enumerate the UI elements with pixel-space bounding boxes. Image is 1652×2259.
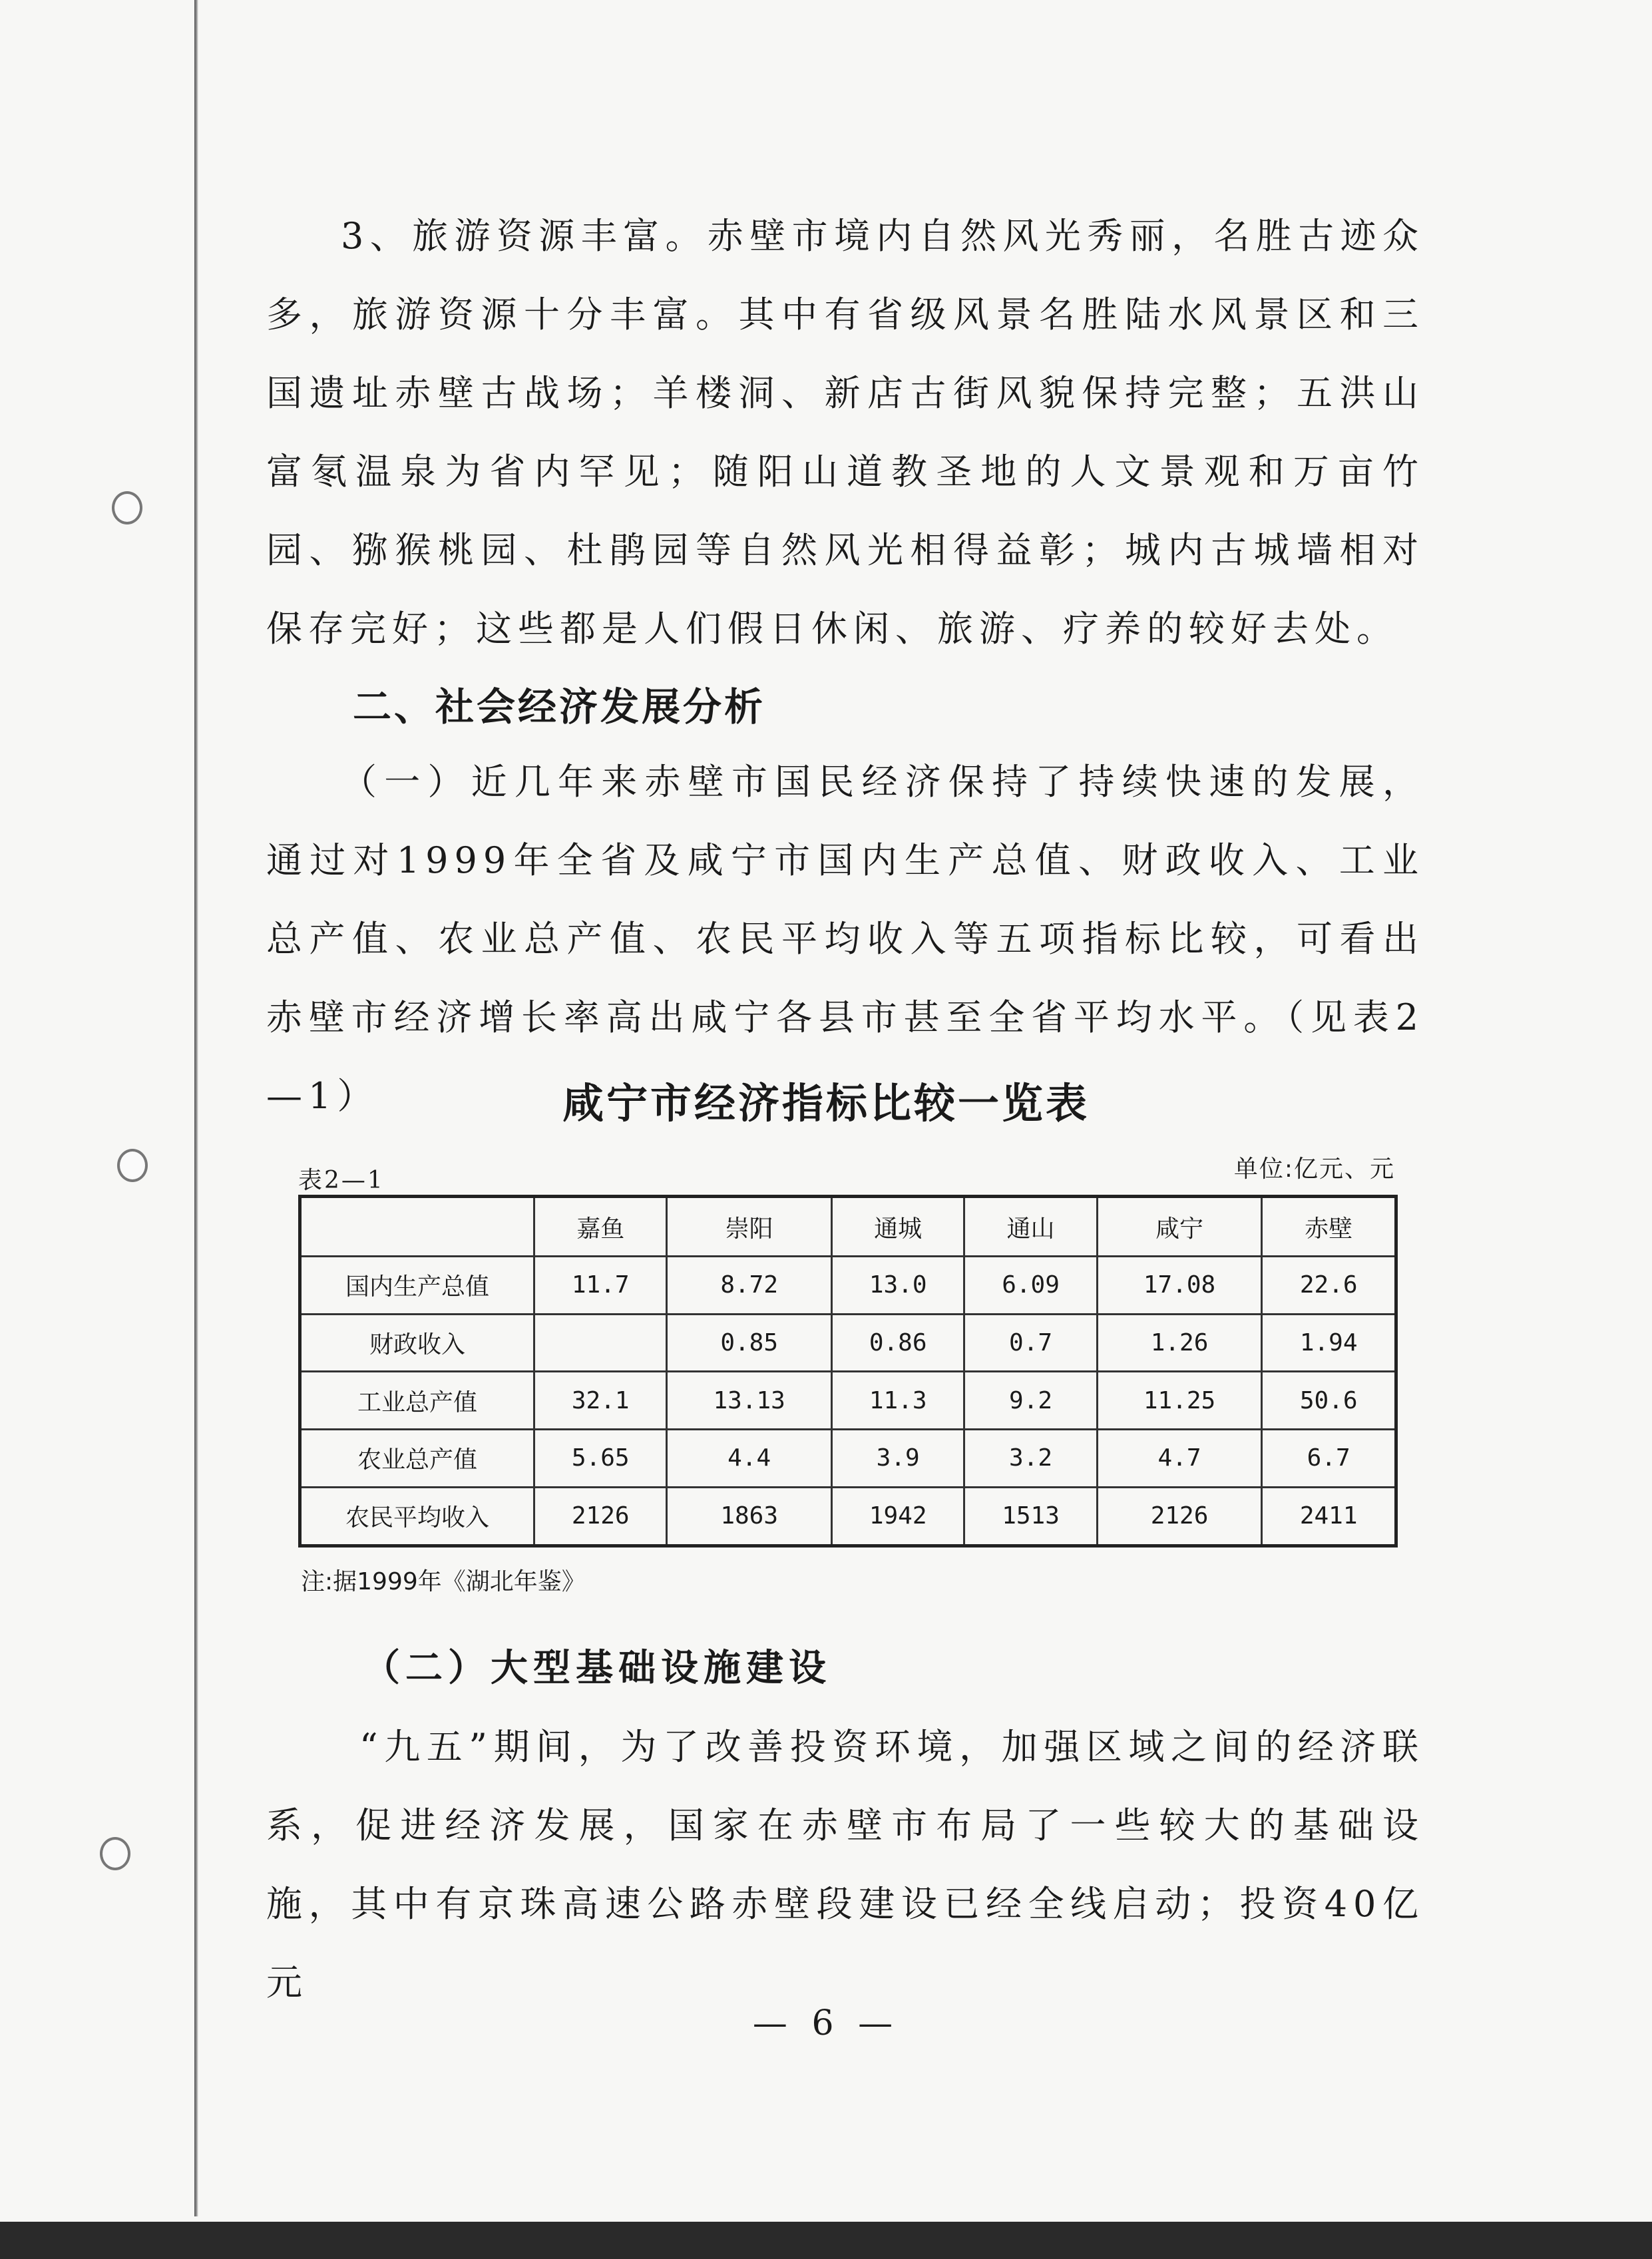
column-header: 崇阳 [667,1197,832,1257]
table-cell: 13.0 [831,1257,964,1315]
table-cell [534,1314,667,1372]
economic-indicators-table [298,1195,1398,1547]
table-cell: 9.2 [964,1372,1097,1430]
table-cell: 2126 [534,1487,667,1545]
table-cell: 6.09 [964,1257,1097,1315]
table-row [300,1314,1396,1372]
punch-hole-bottom [100,1837,130,1870]
row-label: 农业总产值 [300,1430,534,1488]
table-row [300,1487,1396,1545]
tourism-paragraph: 3、旅游资源丰富。赤壁市境内自然风光秀丽，名胜古迹众多，旅游资源十分丰富。其中有省级风景名胜陆水风景区和三国遗址赤壁古战场；羊楼洞、新店古街风貌保持完整；五洪山富氡温泉为省内罕见；随阳山道教圣地的人文景观和万亩竹园、猕猴桃园、杜鹃园等自然风光相得益彰；城内古城墙相对保存完好；这些都是人们假日休闲、旅游、疗养的较好去处。 [266,215,1424,650]
column-header: 通城 [831,1197,964,1257]
table-cell: 11.7 [534,1257,667,1315]
table-cell: 32.1 [534,1372,667,1430]
punch-hole-top [112,491,142,524]
table-cell: 0.86 [831,1314,964,1372]
table-title: 咸宁市经济指标比较一览表 [562,1079,1090,1128]
subsection-heading: （二）大型基础设施建设 [363,1646,831,1690]
row-label: 国内生产总值 [300,1257,534,1315]
table-row [300,1372,1396,1430]
table-cell: 22.6 [1262,1257,1396,1315]
column-header: 通山 [964,1197,1097,1257]
table-cell: 2126 [1097,1487,1262,1545]
column-header [300,1197,534,1257]
table-cell: 17.08 [1097,1257,1262,1315]
table-cell: 6.7 [1262,1430,1396,1488]
table-cell: 1.26 [1097,1314,1262,1372]
table-cell: 3.2 [964,1430,1097,1488]
row-label: 财政收入 [300,1314,534,1372]
table-cell: 0.7 [964,1314,1097,1372]
table-row [300,1430,1396,1488]
scan-bottom-edge [0,2222,1652,2259]
table-cell: 1942 [831,1487,964,1545]
table-cell: 2411 [1262,1487,1396,1545]
table-cell: 1.94 [1262,1314,1396,1372]
table-cell: 50.6 [1262,1372,1396,1430]
table-cell: 3.9 [831,1430,964,1488]
table-cell: 1863 [667,1487,832,1545]
column-header: 嘉鱼 [534,1197,667,1257]
infrastructure-paragraph: “九五”期间，为了改善投资环境，加强区域之间的经济联系，促进经济发展，国家在赤壁市布局了一些较大的基础设施，其中有京珠高速公路赤壁段建设已经全线启动；投资40亿元 [266,1726,1424,2003]
economy-paragraph: （一）近几年来赤壁市国民经济保持了持续快速的发展，通过对1999年全省及咸宁市国内生产总值、财政收入、工业总产值、农业总产值、农民平均收入等五项指标比较，可看出赤壁市经济增长率高出咸宁各县市甚至全省平均水平。（见表2—1） [266,761,1424,1117]
table-cell: 13.13 [667,1372,832,1430]
table-cell: 11.3 [831,1372,964,1430]
table-cell: 4.7 [1097,1430,1262,1488]
table-cell: 8.72 [667,1257,832,1315]
table-cell: 11.25 [1097,1372,1262,1430]
page-number: — 6 — [752,2003,900,2043]
column-header: 赤壁 [1262,1197,1396,1257]
row-label: 工业总产值 [300,1372,534,1430]
table-note: 注:据1999年《湖北年鉴》 [301,1568,586,1595]
table-cell: 1513 [964,1487,1097,1545]
table-cell: 5.65 [534,1430,667,1488]
table-row [300,1257,1396,1315]
section-heading: 二、社会经济发展分析 [353,684,766,729]
table-cell: 0.85 [667,1314,832,1372]
table-header-row [300,1197,1396,1257]
table-label: 表2—1 [298,1167,385,1194]
table-cell: 4.4 [667,1430,832,1488]
row-label: 农民平均收入 [300,1487,534,1545]
punch-hole-middle [117,1149,148,1182]
table-unit: 单位:亿元、元 [1233,1155,1395,1183]
column-header: 咸宁 [1097,1197,1262,1257]
